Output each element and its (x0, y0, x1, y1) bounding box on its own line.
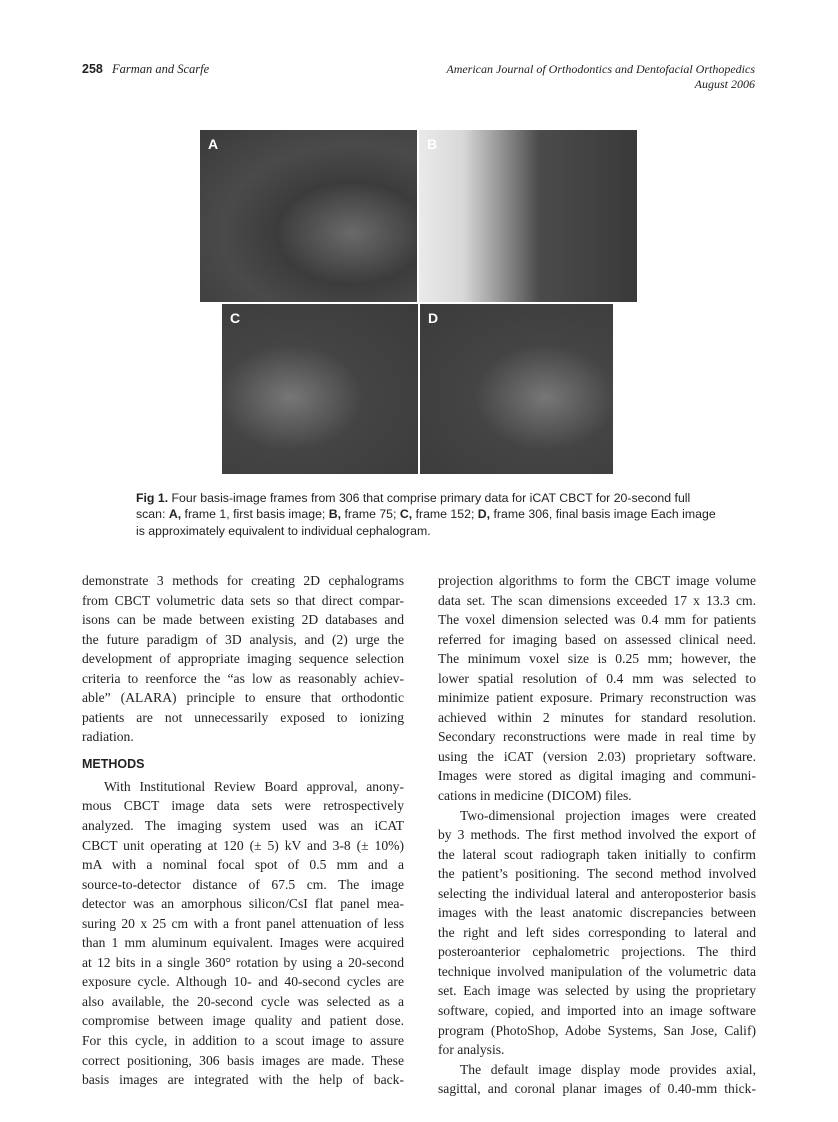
journal-title: American Journal of Orthodontics and Dentofacial Orthopedics (446, 62, 755, 76)
panel-label: A (208, 136, 219, 152)
text-line: posteroanterior cephalometric projections. The third (438, 944, 756, 960)
radiograph-panel-a (200, 130, 417, 302)
text-line: exposure cycle. Although 10- and 40-second cycles are (82, 974, 404, 990)
text-line: than 1 mm aluminum equivalent. Images were acquired (82, 935, 404, 951)
figure-1 (200, 130, 637, 474)
page-number: 258 (82, 62, 103, 76)
text-line: compromise between image quality and patient dose. (82, 1013, 404, 1029)
text-line: Secondary reconstructions were made in real time by (438, 729, 756, 745)
text-line: the right and left sides corresponding to lateral and (438, 924, 756, 940)
text-line: able” (ALARA) principle to ensure that orthodontic (82, 690, 404, 706)
caption-key: B, (328, 507, 342, 522)
text-line: minimize patient exposure. Primary reconstruction was (438, 690, 756, 706)
text-line: set. Each image was selected by using the proprietary (438, 983, 756, 999)
text-line: the lateral scout radiograph taken initially to confirm (438, 846, 756, 862)
text-line: the patient’s positioning. The second method involved (438, 866, 756, 882)
text-line: using the iCAT (version 2.03) proprietary software. (438, 748, 756, 764)
text-line: program (PhotoShop, Adobe Systems, San Jose, Calif) (438, 1022, 756, 1038)
left-column (82, 571, 404, 1090)
running-header-right (446, 62, 755, 92)
text-line: development of appropriate imaging sequence selection (82, 651, 404, 667)
text-line: lower spatial resolution of 0.4 mm was selected to (438, 670, 756, 686)
text-line: selecting the individual lateral and anteroposterior basis (438, 885, 756, 901)
caption-text: Four basis-image frames from 306 that comprise primary data for iCAT CBCT for 20-second full scan: (136, 491, 691, 522)
radiograph-panel-c (222, 304, 418, 474)
text-line: achieved within 2 minutes for standard resolution. (438, 709, 756, 725)
text-line: by 3 methods. The first method involved the export of (438, 827, 756, 843)
text-line: Two-dimensional projection images were created (460, 807, 756, 823)
caption-key: D, (477, 507, 491, 522)
running-authors: Farman and Scarfe (111, 62, 210, 76)
panel-label: B (427, 136, 438, 152)
text-line: criteria to reenforce the “as low as reasonably achiev- (82, 670, 404, 686)
running-header-left (82, 62, 209, 77)
text-line: Images were stored as digital imaging and communi- (438, 768, 756, 784)
text-line: basis images are integrated with the help of back- (82, 1072, 404, 1088)
text-line: technique involved manipulation of the volumetric data (438, 963, 756, 979)
text-line: at 12 bits in a single 360° rotation by using a 20-second (82, 954, 404, 970)
caption-text: frame 306, final basis image Each image is approximately equivalent to individual cephalogram. (136, 507, 716, 538)
text-line: patients are not unnecessarily exposed to ionizing (82, 709, 404, 725)
caption-key: C, (399, 507, 413, 522)
text-line: the future paradigm of 3D analysis, and (2) urge the (82, 631, 404, 647)
paragraph (438, 806, 756, 1060)
section-heading-methods: METHODS (82, 756, 145, 771)
text-line: analyzed. The imaging system used was an iCAT (82, 818, 404, 834)
text-line: suring 20 x 25 cm with a front panel attenuation of less (82, 915, 404, 931)
text-line: mous CBCT image data sets were retrospectively (82, 798, 404, 814)
paragraph (82, 777, 404, 1090)
text-line: For this cycle, in addition to a scout image to assure (82, 1033, 404, 1049)
text-line: The minimum voxel size is 0.25 mm; however, the (438, 651, 756, 667)
text-line: also available, the 20-second cycle was selected as a (82, 993, 404, 1009)
paragraph (82, 571, 404, 747)
text-line: mA with a nominal focal spot of 0.5 mm and a (82, 857, 404, 873)
text-line: isons can be made between existing 2D databases and (82, 612, 404, 628)
text-line: sagittal, and coronal planar images of 0.40-mm thick- (438, 1081, 756, 1097)
paragraph (438, 1060, 756, 1099)
paragraph (438, 571, 756, 806)
text-line: from CBCT volumetric data sets so that direct compar- (82, 592, 404, 608)
issue-date: August 2006 (694, 77, 755, 91)
figure-caption (136, 490, 716, 539)
text-line: referred for imaging based on assessed clinical need. (438, 631, 756, 647)
caption-text: frame 152; (412, 507, 478, 522)
radiograph-panel-b (419, 130, 637, 302)
radiograph-panel-d (420, 304, 613, 474)
text-line: radiation. (82, 729, 134, 745)
text-line: With Institutional Review Board approval, anony- (104, 778, 404, 794)
text-line: source-to-detector distance of 67.5 cm. The image (82, 876, 404, 892)
text-line: cations in medicine (DICOM) files. (438, 788, 632, 804)
right-column (438, 571, 756, 1099)
caption-label: Fig 1. (136, 491, 169, 505)
caption-key: A, (168, 507, 182, 522)
panel-label: D (428, 310, 439, 326)
text-line: The default image display mode provides axial, (460, 1061, 756, 1077)
text-line: for analysis. (438, 1042, 505, 1058)
text-line: demonstrate 3 methods for creating 2D cephalograms (82, 573, 404, 588)
text-line: data set. The scan dimensions exceeded 17 x 13.3 cm. (438, 592, 756, 608)
caption-text: frame 1, first basis image; (181, 507, 329, 522)
text-line: images with the least anatomic discrepancies between (438, 905, 756, 921)
text-line: correct positioning, 306 basis images are made. These (82, 1052, 404, 1068)
text-line: detector was an amorphous silicon/CsI flat panel mea- (82, 896, 404, 912)
caption-text: frame 75; (341, 507, 400, 522)
text-line: projection algorithms to form the CBCT image volume (438, 573, 756, 588)
panel-label: C (230, 310, 241, 326)
text-line: The voxel dimension selected was 0.4 mm for patients (438, 612, 756, 628)
text-line: software, copied, and imported into an image software (438, 1003, 756, 1019)
text-line: CBCT unit operating at 120 (± 5) kV and 3-8 (± 10%) (82, 837, 404, 853)
